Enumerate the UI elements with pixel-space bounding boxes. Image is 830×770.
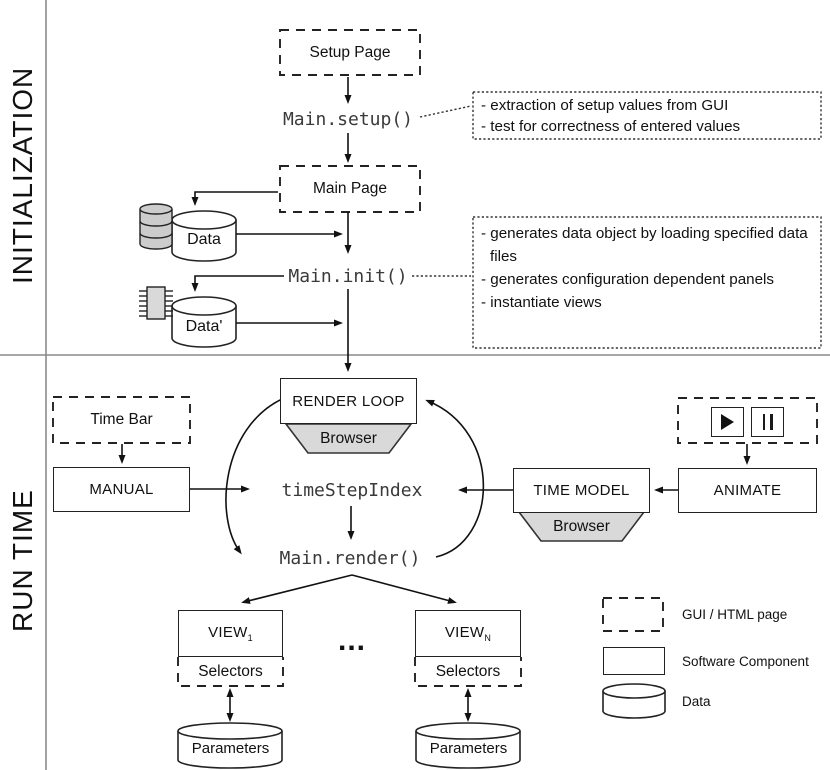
viewN-box [415, 610, 521, 657]
play-pause-box [678, 398, 817, 443]
viewN-label: $VIEW_N$ [444, 624, 492, 643]
view1-label: $VIEW_1$ [208, 624, 253, 643]
data-cylinder-label: Data [187, 231, 221, 248]
parameters1-label: Parameters [191, 739, 270, 757]
init-note [473, 217, 821, 348]
parametersN-label: Parameters [429, 739, 508, 757]
views-ellipsis: ... [337, 624, 366, 657]
section-label-initialization: INITIALIZATION [7, 66, 38, 285]
manual-box [53, 467, 190, 512]
time-model-browser-label: Browser [553, 518, 610, 535]
legend-data-label: Data [682, 693, 711, 709]
pause-button [751, 407, 784, 437]
arrow-main-render-to-viewN [352, 575, 454, 602]
render-loop-box [280, 378, 417, 424]
setup-note-line: - test for correctness of entered values [481, 118, 741, 135]
selectorsN-label: Selectors [435, 662, 501, 680]
arrow-main-page-to-data [195, 192, 278, 203]
main-setup-call: Main.setup() [282, 108, 414, 130]
main-init-call: Main.init() [288, 265, 408, 287]
time-model-label: TIME MODEL [533, 482, 630, 499]
arc-render-loop-to-main-render [226, 399, 282, 552]
setup-note-line: - extraction of setup values from GUI [481, 97, 729, 114]
database-stack-icon [140, 204, 172, 249]
animate-label: ANIMATE [713, 482, 782, 499]
render-loop-label: RENDER LOOP [292, 392, 405, 410]
main-page-label: Main Page [312, 180, 388, 197]
selectors1-label: Selectors [198, 662, 263, 680]
manual-label: MANUAL [89, 481, 154, 498]
time-model-box [513, 468, 650, 513]
init-note-line: - generates configuration dependent panels [481, 271, 774, 288]
legend-gui-symbol [603, 598, 663, 631]
setup-note [473, 92, 821, 139]
view1-box [178, 610, 283, 657]
animate-box [678, 468, 817, 513]
legend-software-label: Software Component [682, 653, 809, 669]
time-bar-label: Time Bar [90, 411, 153, 428]
play-icon [721, 414, 734, 430]
timestepindex-variable: timeStepIndex [281, 479, 423, 501]
init-note-line: - generates data object by loading specified data files [481, 225, 808, 265]
pause-icon [770, 414, 773, 430]
section-label-run-time: RUN TIME [7, 489, 38, 633]
legend-software-symbol [603, 647, 665, 675]
chip-icon [139, 287, 173, 319]
play-button [711, 407, 744, 437]
main-render-call: Main.render() [279, 547, 421, 569]
arrow-main-render-to-view1 [244, 575, 352, 602]
setup-page-label: Setup Page [309, 43, 391, 61]
pause-icon [763, 414, 766, 430]
legend-data-symbol [603, 684, 665, 718]
render-loop-browser-label: Browser [320, 430, 377, 447]
legend-gui-label: GUI / HTML page [682, 606, 788, 622]
init-note-line: - instantiate views [481, 294, 602, 311]
data-prime-cylinder-label: Data' [185, 318, 223, 335]
arc-main-render-to-render-loop [428, 401, 483, 557]
